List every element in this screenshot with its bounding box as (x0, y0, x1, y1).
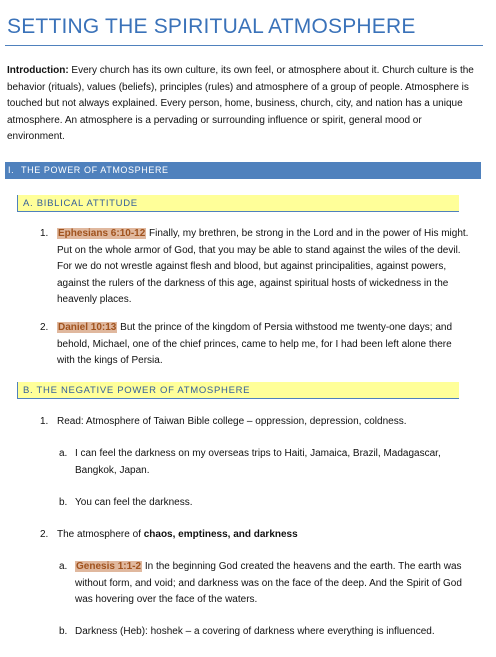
document-title: SETTING THE SPIRITUAL ATMOSPHERE (7, 15, 416, 38)
scripture-reference: Ephesians 6:10-12 (58, 228, 146, 239)
item-text: But the prince of the kingdom of Persia withstood me twenty-one days; and behold, Michael, one of the chief princes, came to help me, for I had been left alone there with the kings of Persia. (57, 322, 453, 366)
item-ephesians (57, 226, 472, 309)
item-bold-text: chaos, emptiness, and darkness (143, 529, 298, 540)
item-letter: b. (59, 497, 68, 508)
item-genesis (75, 559, 472, 609)
item-darkness-heb: Darkness (Heb): hoshek – a covering of darkness where everything is influenced. (75, 626, 435, 637)
item-number: 1. (40, 416, 49, 427)
item-letter: b. (59, 626, 68, 637)
item-letter: a. (59, 561, 68, 572)
section-title: THE POWER OF ATMOSPHERE (21, 165, 169, 175)
intro-label: Introduction: (7, 65, 69, 76)
item-read-taiwan: Read: Atmosphere of Taiwan Bible college – oppression, depression, coldness. (57, 416, 407, 427)
item-number: 2. (40, 529, 49, 540)
section-heading-power-of-atmosphere (5, 162, 481, 179)
item-text: In the beginning God created the heavens and the earth. The earth was without form, and void; and darkness was on the face of the deep. And the Spirit of God was hovering over the face of the waters. (75, 561, 462, 605)
title-underline (5, 45, 483, 46)
item-atmosphere-chaos (57, 527, 472, 544)
introduction-paragraph (7, 63, 477, 146)
scripture-reference: Daniel 10:13 (58, 322, 117, 333)
item-text: The atmosphere of (57, 529, 144, 540)
scripture-reference: Genesis 1:1-2 (76, 561, 142, 572)
item-darkness-trips: I can feel the darkness on my overseas trips to Haiti, Jamaica, Brazil, Madagascar, Bangkok, Japan. (75, 448, 441, 476)
intro-text: Every church has its own culture, its own feel, or atmosphere about it. Church culture is the behavior (rituals), values (beliefs), principles (rules) and atmosphere of a group of people. Atmosphere is touched but not always explained. Every person, home, business, church, city, and nation has a unique atmosphere. An atmosphere is a pervading or surrounding influence or spirit, general mood or environment. (7, 65, 474, 142)
subheading-negative-power: B. THE NEGATIVE POWER OF ATMOSPHERE (17, 382, 459, 399)
subheading-biblical-attitude: A. BIBLICAL ATTITUDE (17, 195, 459, 212)
item-letter: a. (59, 448, 68, 459)
section-number: I. (8, 165, 15, 175)
item-number: 1. (40, 228, 49, 239)
item-daniel (57, 320, 472, 370)
item-feel-darkness: You can feel the darkness. (75, 497, 193, 508)
item-text: Finally, my brethren, be strong in the Lord and in the power of His might. Put on the whole armor of God, that you may be able to stand against the wiles of the devil. For we do not wrestle against flesh and blood, but against principalities, against powers, against the rulers of the darkness of this age, against spiritual hosts of wickedness in the heavenly places. (57, 228, 469, 305)
item-number: 2. (40, 322, 49, 333)
